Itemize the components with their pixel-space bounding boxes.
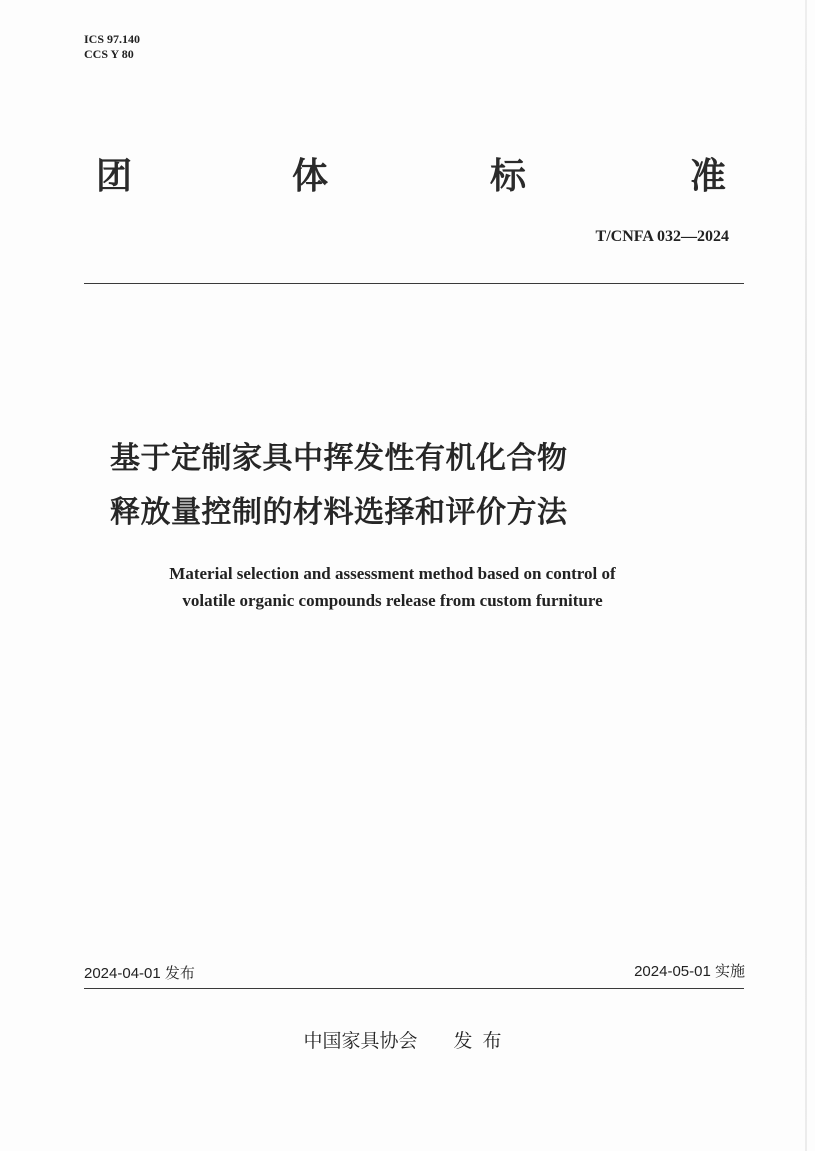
publisher-line <box>0 1026 815 1053</box>
ics-code: ICS 97.140 <box>84 32 141 46</box>
standard-type-char: 团 <box>96 156 133 197</box>
chinese-title <box>110 432 710 540</box>
standard-type-char: 准 <box>690 156 727 197</box>
issued-label: 发布 <box>453 1030 512 1052</box>
standard-number: T/CNFA 032—2024 <box>595 228 729 245</box>
bottom-divider <box>84 988 744 989</box>
page-edge <box>805 0 807 1151</box>
standard-type-heading <box>96 148 736 198</box>
standard-type-char: 标 <box>490 156 527 197</box>
classification-codes <box>84 32 140 62</box>
implement-date: 2024-05-01 实施 <box>634 963 745 980</box>
chinese-title-line: 基于定制家具中挥发性有机化合物 <box>110 441 568 476</box>
english-title-line: volatile organic compounds release from custom furniture <box>182 591 603 610</box>
top-divider <box>84 283 744 284</box>
issuer-name: 中国家具协会 <box>303 1030 418 1052</box>
standard-type-char: 体 <box>292 156 329 197</box>
ccs-code: CCS Y 80 <box>84 47 134 61</box>
english-title <box>100 560 685 614</box>
chinese-title-line: 释放量控制的材料选择和评价方法 <box>110 495 568 530</box>
publish-date: 2024-04-01 发布 <box>84 965 195 982</box>
english-title-line: Material selection and assessment method based on control of <box>169 564 616 583</box>
